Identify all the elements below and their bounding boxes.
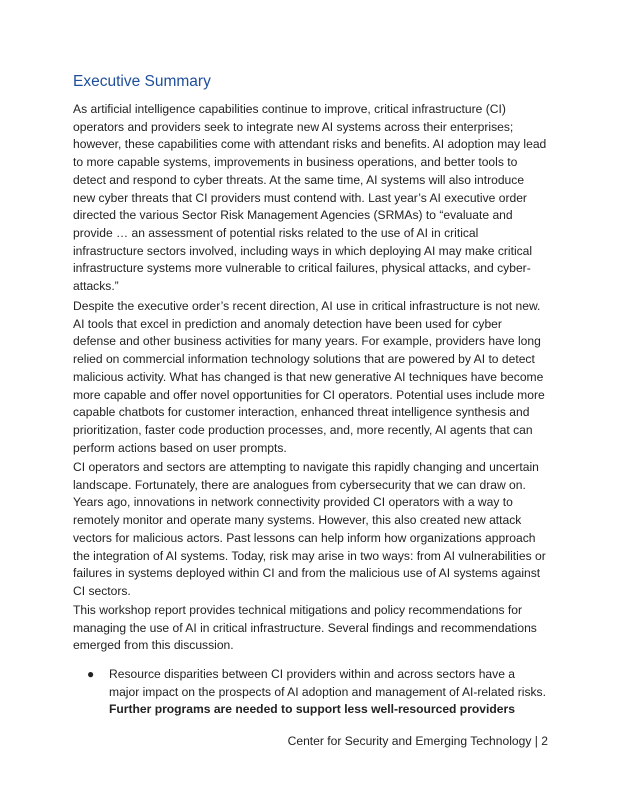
document-page: [73, 0, 548, 800]
paragraph-4: This workshop report provides technical mitigations and policy recommendations for managing the use of AI in critical infrastructure. Several findings and recommendations emerged from this discussion.: [73, 603, 537, 653]
bullet-bold-text: Further programs are needed to support less well-resourced providers: [109, 702, 515, 717]
paragraph-2: Despite the executive order’s recent direction, AI use in critical infrastructure is not new. AI tools that excel in prediction and anomaly detection have been used for cyber defense and other business activities for many years. For example, providers have long relied on commercial information technology solutions that are powered by AI to detect malicious activity. What has changed is that new generative AI techniques have become more capable and offer novel opportunities for CI operators. Potential uses include more capable chatbots for customer interaction, enhanced threat intelligence synthesis and prioritization, faster code production processes, and, more recently, AI agents that can perform actions based on user prompts.: [73, 299, 545, 455]
bullet-text: Resource disparities between CI providers within and across sectors have a major impact on the prospects of AI adoption and management of AI-related risks.: [109, 667, 546, 699]
findings-list: [73, 666, 548, 719]
paragraph-1: As artificial intelligence capabilities continue to improve, critical infrastructure (CI) operators and providers seek to integrate new AI systems across their enterprises; however, these capabilities come with attendant risks and benefits. AI adoption may lead to more capable systems, improvements in business operations, and better tools to detect and respond to cyber threats. At the same time, AI systems will also introduce new cyber threats that CI providers must contend with. Last year’s AI executive order directed the various Sector Risk Management Agencies (SRMAs) to “evaluate and provide … an assessment of potential risks related to the use of AI in critical infrastructure sectors involved, including ways in which deploying AI may make critical infrastructure systems more vulnerable to critical failures, physical attacks, and cyber-attacks.”: [73, 102, 547, 294]
paragraph-3: CI operators and sectors are attempting to navigate this rapidly changing and uncertain landscape. Fortunately, there are analogues from cybersecurity that we can draw on. Years ago, innovations in network connectivity provided CI operators with a way to remotely monitor and operate many systems. However, this also created new attack vectors for malicious actors. Past lessons can help inform how organizations approach the integration of AI systems. Today, risk may arise in two ways: from AI vulnerabilities or failures in systems deployed within CI and from the malicious use of AI systems against CI sectors.: [73, 460, 546, 598]
list-item: [73, 666, 548, 719]
section-heading: Executive Summary: [73, 73, 211, 90]
page-footer: Center for Security and Emerging Technology | 2: [287, 734, 548, 748]
bullet-icon: ●: [87, 667, 95, 681]
